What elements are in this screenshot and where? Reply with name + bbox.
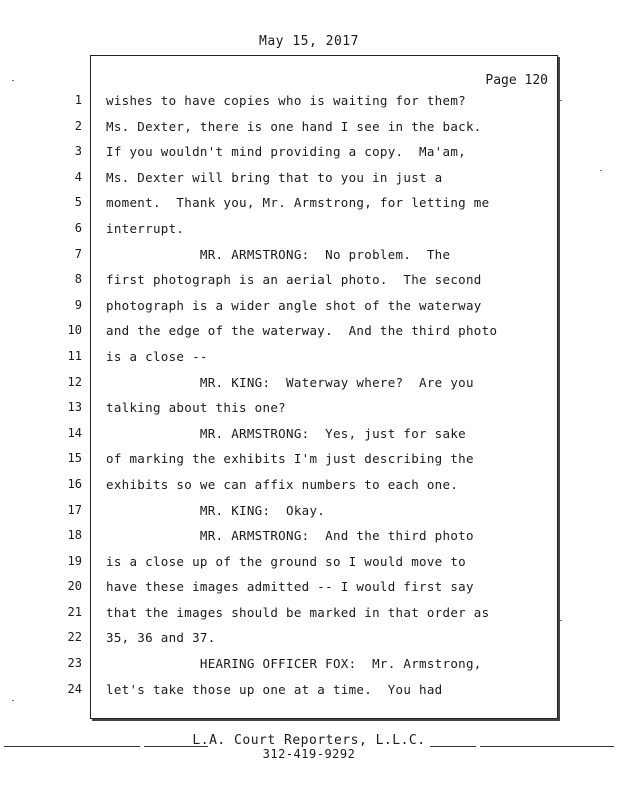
line-text: first photograph is an aerial photo. The second xyxy=(106,272,482,288)
line-text: MR. ARMSTRONG: No problem. The xyxy=(106,246,451,262)
transcript-line xyxy=(0,294,618,320)
scan-speck xyxy=(12,700,14,701)
transcript-line xyxy=(0,678,618,704)
line-text: wishes to have copies who is waiting for them? xyxy=(106,93,466,108)
line-text: is a close up of the ground so I would move to xyxy=(106,553,466,569)
line-text: HEARING OFFICER FOX: Mr. Armstrong, xyxy=(106,656,482,672)
transcript-line xyxy=(0,243,618,269)
line-text: MR. ARMSTRONG: And the third photo xyxy=(106,528,474,544)
transcript-line xyxy=(0,371,618,397)
line-number: 2 xyxy=(74,118,82,133)
transcript-line xyxy=(0,575,618,601)
line-number: 23 xyxy=(67,656,82,671)
line-number: 3 xyxy=(74,144,82,159)
line-number: 8 xyxy=(74,272,82,287)
scan-speck xyxy=(560,620,562,621)
transcript-line xyxy=(0,268,618,294)
transcript-line xyxy=(0,447,618,473)
transcript-line xyxy=(0,626,618,652)
line-number: 21 xyxy=(67,604,82,619)
line-number: 16 xyxy=(67,476,82,491)
transcript-line xyxy=(0,601,618,627)
page-number: Page 120 xyxy=(485,73,548,88)
line-number: 15 xyxy=(67,451,82,466)
line-text: interrupt. xyxy=(106,220,185,236)
line-number: 1 xyxy=(74,93,82,107)
transcript-line xyxy=(0,217,618,243)
line-number: 17 xyxy=(67,502,82,517)
transcript-line xyxy=(0,499,618,525)
line-text: let's take those up one at a time. You had xyxy=(106,681,443,697)
scan-speck xyxy=(600,170,602,171)
scan-speck xyxy=(12,80,14,81)
line-text: that the images should be marked in that order as xyxy=(106,604,490,620)
line-number: 19 xyxy=(67,553,82,568)
transcript-line xyxy=(0,140,618,166)
transcript-line xyxy=(0,473,618,499)
line-number: 5 xyxy=(74,195,82,210)
line-text: Ms. Dexter, there is one hand I see in the back. xyxy=(106,118,482,134)
line-number: 12 xyxy=(67,374,82,389)
transcript-line xyxy=(0,524,618,550)
transcript-line xyxy=(0,191,618,217)
line-number: 14 xyxy=(67,425,82,440)
transcript-line xyxy=(0,345,618,371)
line-number: 9 xyxy=(74,297,82,312)
transcript-line xyxy=(0,115,618,141)
line-text: moment. Thank you, Mr. Armstrong, for letting me xyxy=(106,195,490,211)
line-text: Ms. Dexter will bring that to you in just a xyxy=(106,169,443,185)
line-number: 7 xyxy=(74,246,82,261)
line-text: photograph is a wider angle shot of the waterway xyxy=(106,297,482,313)
line-text: MR. KING: Okay. xyxy=(106,502,326,518)
transcript-line xyxy=(0,396,618,422)
line-number: 11 xyxy=(67,348,82,363)
line-number: 10 xyxy=(67,323,82,338)
line-number: 13 xyxy=(67,400,82,415)
header-date: May 15, 2017 xyxy=(259,34,359,49)
transcript-line xyxy=(0,422,618,448)
footer-phone: 312-419-9292 xyxy=(262,747,356,761)
line-number: 24 xyxy=(67,681,82,696)
scan-speck xyxy=(560,100,562,101)
transcript-line xyxy=(0,89,618,115)
line-number: 4 xyxy=(74,169,82,184)
line-text: MR. ARMSTRONG: Yes, just for sake xyxy=(106,425,466,441)
line-number: 22 xyxy=(67,630,82,645)
line-text: If you wouldn't mind providing a copy. Ma'am, xyxy=(106,144,466,160)
transcript-line xyxy=(0,652,618,678)
transcript-line xyxy=(0,319,618,345)
transcript-line xyxy=(0,550,618,576)
line-text: have these images admitted -- I would first say xyxy=(106,579,474,595)
transcript-line xyxy=(0,166,618,192)
line-text: talking about this one? xyxy=(106,400,286,416)
line-number: 6 xyxy=(74,220,82,235)
line-text: 35, 36 and 37. xyxy=(106,630,216,646)
line-text: is a close -- xyxy=(106,348,208,364)
line-text: of marking the exhibits I'm just describing the xyxy=(106,451,474,467)
line-number: 20 xyxy=(67,579,82,594)
line-text: MR. KING: Waterway where? Are you xyxy=(106,374,474,390)
transcript-lines xyxy=(0,89,618,703)
footer-company: L.A. Court Reporters, L.L.C. xyxy=(192,733,426,748)
line-number: 18 xyxy=(67,528,82,543)
line-text: exhibits so we can affix numbers to each one. xyxy=(106,476,459,492)
line-text: and the edge of the waterway. And the third photo xyxy=(106,323,498,339)
